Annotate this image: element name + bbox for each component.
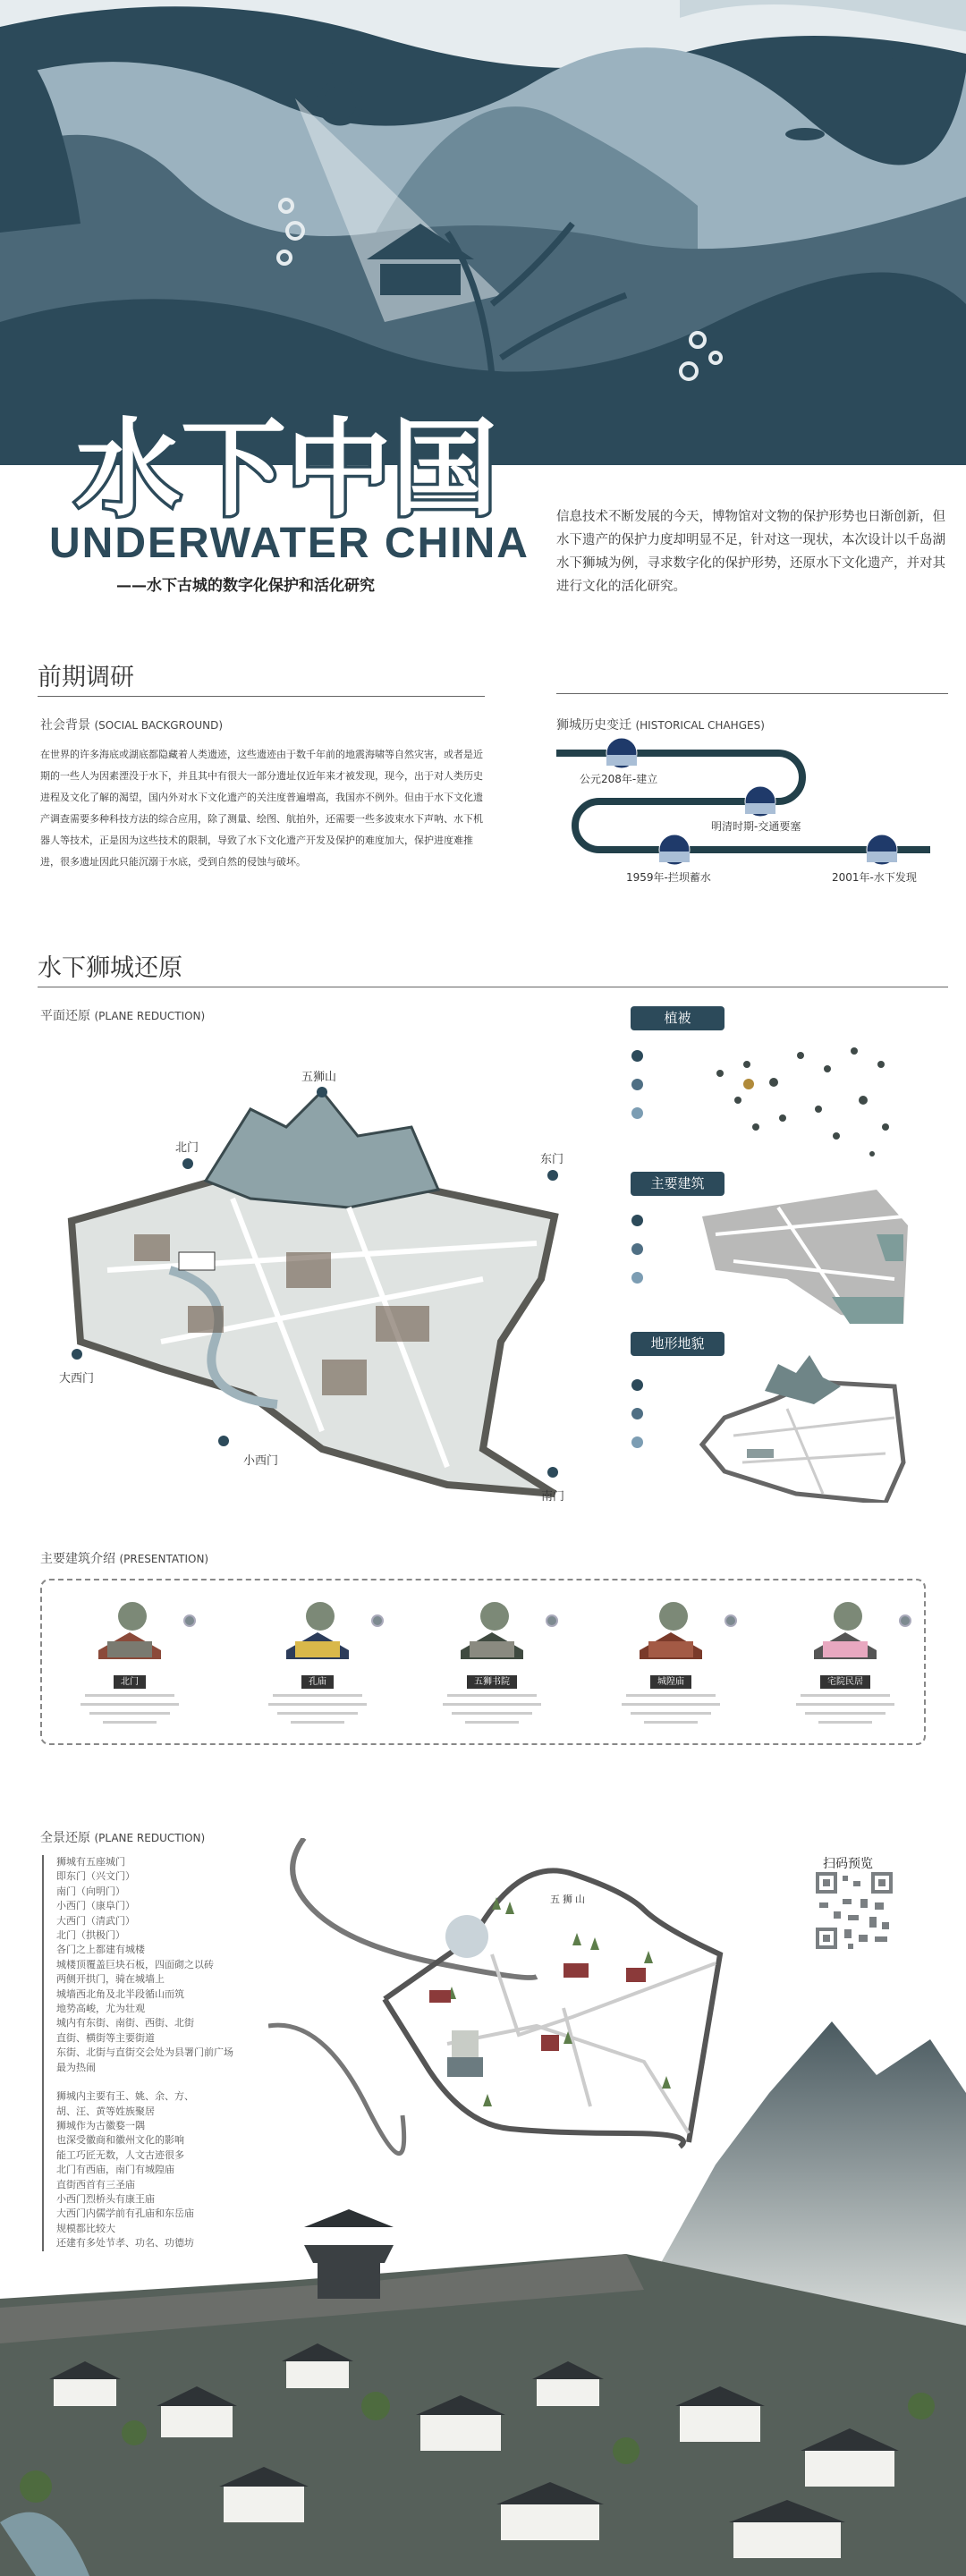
map-marker[interactable] — [72, 1349, 82, 1360]
plane-title — [40, 1006, 205, 1024]
building-card[interactable] — [268, 1597, 367, 1724]
map-label-big-west-gate: 大西门 — [59, 1372, 95, 1385]
building-illustration — [277, 1597, 358, 1664]
list-item: 大西门内儒学前有孔庙和东岳庙 — [56, 2207, 194, 2220]
layer-dot[interactable] — [631, 1050, 643, 1062]
list-item: 直街西首有三圣庙 — [56, 2178, 135, 2190]
divider — [556, 693, 948, 694]
map-label-north-gate: 北门 — [175, 1141, 199, 1155]
map-label-east-gate: 东门 — [540, 1153, 564, 1166]
list-item: 北门有西庙，南门有城隍庙 — [56, 2164, 174, 2176]
list-item: 胡、汪、黄等姓族聚居 — [56, 2105, 155, 2117]
map-label-small-west-gate: 小西门 — [243, 1454, 279, 1468]
social-background-text: 在世界的许多海底或湖底都隐藏着人类遗迹，这些遗迹由于数千年前的地震海啸等自然灾害，或者是近期的一些人为因素湮没于水下，并且其中有很大一部分遗址仅近年来才被发现，现今，出于对人类历史进程及文化了解的渴望，国内外对水下文化遗产的关注度普遍增高，我国亦不例外。但由于水下文化遗产调查需要多种科技方法的综合应用，除了测量、绘图、航拍外，还需要一些多波束水下声呐、水下机器人等技术，正是因为这些技术的限制，导致了水下文化遗产开发及保护的难度加大，保护进度难推进，很多遗址因此只能沉溺于水底，受到自然的侵蚀与破坏。 — [40, 749, 483, 868]
list-item: 还建有多处节孝、功名、功德坊 — [56, 2237, 194, 2250]
map-label-south-gate: 南门 — [541, 1490, 565, 1504]
list-item: 小西门烈桥头有康王庙 — [56, 2192, 155, 2205]
list-item: 地势高峻，尤为壮观 — [56, 2003, 145, 2015]
list-item: 直街、横街等主要街道 — [56, 2031, 155, 2044]
plane-title-en: (PLANE REDUCTION) — [94, 1010, 206, 1022]
list-item: 最为热闹 — [56, 2061, 96, 2073]
building-card[interactable] — [796, 1597, 894, 1724]
subtitle: ——水下古城的数字化保护和活化研究 — [116, 577, 375, 595]
building-marker-icon[interactable] — [546, 1614, 558, 1627]
list-item: 各门之上都建有城楼 — [56, 1944, 145, 1956]
map-marker[interactable] — [182, 1158, 193, 1169]
layer-dot[interactable] — [631, 1272, 643, 1284]
building-description — [80, 1694, 179, 1724]
list-item: 狮城内主要有王、姚、余、方、 — [56, 2090, 194, 2103]
building-illustration — [89, 1597, 170, 1664]
building-description — [796, 1694, 894, 1724]
building-illustration — [631, 1597, 711, 1664]
social-title-cn: 社会背景 — [40, 718, 90, 733]
building-marker-icon[interactable] — [724, 1614, 737, 1627]
section-research-heading: 前期调研 — [38, 657, 485, 697]
city-3d-render — [0, 1986, 966, 2576]
layer-tag-buildings[interactable]: 主要建筑 — [631, 1172, 724, 1196]
map-marker[interactable] — [218, 1436, 229, 1446]
title-calligraphy — [36, 407, 537, 523]
building-description — [268, 1694, 367, 1724]
timeline-event: 公元208年-建立 — [580, 773, 658, 785]
hero-illustration — [0, 0, 966, 465]
layer-dot[interactable] — [631, 1436, 643, 1448]
building-description — [622, 1694, 720, 1724]
layer-dot[interactable] — [631, 1079, 643, 1090]
layer-dot[interactable] — [631, 1243, 643, 1255]
panorama-title-cn: 全景还原 — [40, 1831, 90, 1845]
layer-tag-vegetation[interactable]: 植被 — [631, 1006, 724, 1030]
building-marker-icon[interactable] — [371, 1614, 384, 1627]
building-illustration — [452, 1597, 532, 1664]
terrain-layer-image — [689, 1337, 912, 1503]
building-name: 北门 — [114, 1675, 146, 1689]
list-item: 东街、北街与直街交会处为县署门前广场 — [56, 2046, 233, 2059]
list-item: 狮城有五座城门 — [56, 1856, 125, 1868]
layer-dot[interactable] — [631, 1215, 643, 1226]
building-card[interactable] — [443, 1597, 541, 1724]
panorama-title-en: (PLANE REDUCTION) — [94, 1832, 206, 1844]
list-item: 狮城作为古徽婺一隅 — [56, 2119, 145, 2131]
intro-paragraph: 信息技术不断发展的今天，博物馆对文物的保护形势也日渐创新，但水下遗产的保护力度却明显不足，针对这一现状，本次设计以千岛湖水下狮城为例，寻求数字化的保护形势，还原水下文化遗产，并对其进行文化的活化研究。 — [556, 510, 945, 594]
list-item: 大西门（清武门） — [56, 1914, 135, 1927]
history-title-en: (HISTORICAL CHAHGES) — [635, 719, 765, 732]
presentation-title-cn: 主要建筑介绍 — [40, 1552, 115, 1566]
list-item: 城内有东街、南街、西街、北街 — [56, 2017, 194, 2029]
qr-label: 扫码预览 — [823, 1857, 873, 1871]
layer-dots-terrain — [631, 1379, 643, 1448]
timeline-event: 明清时期-交通要塞 — [711, 820, 801, 833]
history-title — [556, 716, 765, 733]
list-item: 小西门（康阜门） — [56, 1900, 135, 1912]
timeline-event: 1959年-拦坝蓄水 — [626, 871, 711, 884]
title-en: UNDERWATER CHINA — [49, 520, 530, 567]
map-marker[interactable] — [317, 1087, 327, 1097]
vegetation-layer-image — [693, 1029, 908, 1163]
building-description — [443, 1694, 541, 1724]
building-marker-icon[interactable] — [183, 1614, 196, 1627]
timeline-event: 2001年-水下发现 — [832, 871, 917, 884]
building-card[interactable] — [622, 1597, 720, 1724]
building-name: 孔庙 — [301, 1675, 334, 1689]
list-item: 能工巧匠无数，人文古迹很多 — [56, 2148, 184, 2161]
list-item: 南门（向明门） — [56, 1885, 125, 1897]
presentation-title — [40, 1549, 208, 1567]
social-background-title — [40, 716, 223, 733]
map-marker[interactable] — [547, 1170, 558, 1181]
layer-dot[interactable] — [631, 1379, 643, 1391]
city-plan-map — [54, 1073, 590, 1503]
layer-tag-terrain[interactable]: 地形地貌 — [631, 1332, 724, 1356]
layer-dot[interactable] — [631, 1107, 643, 1119]
layer-dots-vegetation — [631, 1050, 643, 1119]
social-title-en: (SOCIAL BACKGROUND) — [94, 719, 224, 732]
list-item: 城楼顶覆盖巨块石板，四面砌之以砖 — [56, 1958, 214, 1970]
list-item: 也深受徽商和徽州文化的影响 — [56, 2134, 184, 2147]
buildings-layer-image — [698, 1190, 912, 1324]
building-marker-icon[interactable] — [899, 1614, 911, 1627]
map-marker[interactable] — [547, 1467, 558, 1478]
list-item: 即东门（兴文门） — [56, 1870, 135, 1883]
layer-dots-buildings — [631, 1215, 643, 1284]
building-card[interactable] — [80, 1597, 179, 1724]
layer-dot[interactable] — [631, 1408, 643, 1419]
panorama-map-label-mountain: 五狮山 — [550, 1894, 588, 1905]
title-cn: 水下中国 — [74, 407, 498, 523]
list-item: 北门（拱极门） — [56, 1929, 125, 1942]
history-title-cn: 狮城历史变迁 — [556, 718, 631, 733]
building-illustration — [805, 1597, 886, 1664]
list-item: 规模都比较大 — [56, 2222, 115, 2234]
map-label-mountain: 五狮山 — [301, 1071, 337, 1084]
building-name: 宅院民居 — [820, 1675, 870, 1689]
building-name: 五狮书院 — [467, 1675, 517, 1689]
list-item: 城墙西北角及北半段循山而筑 — [56, 1987, 184, 2000]
section-restore-heading: 水下狮城还原 — [38, 948, 948, 987]
presentation-title-en: (PRESENTATION) — [119, 1553, 209, 1565]
building-name: 城隍庙 — [650, 1675, 691, 1689]
list-item: 两侧开拱门，骑在城墙上 — [56, 1973, 165, 1986]
panorama-title — [40, 1828, 205, 1846]
plane-title-cn: 平面还原 — [40, 1009, 90, 1023]
qr-code[interactable] — [816, 1872, 893, 1949]
